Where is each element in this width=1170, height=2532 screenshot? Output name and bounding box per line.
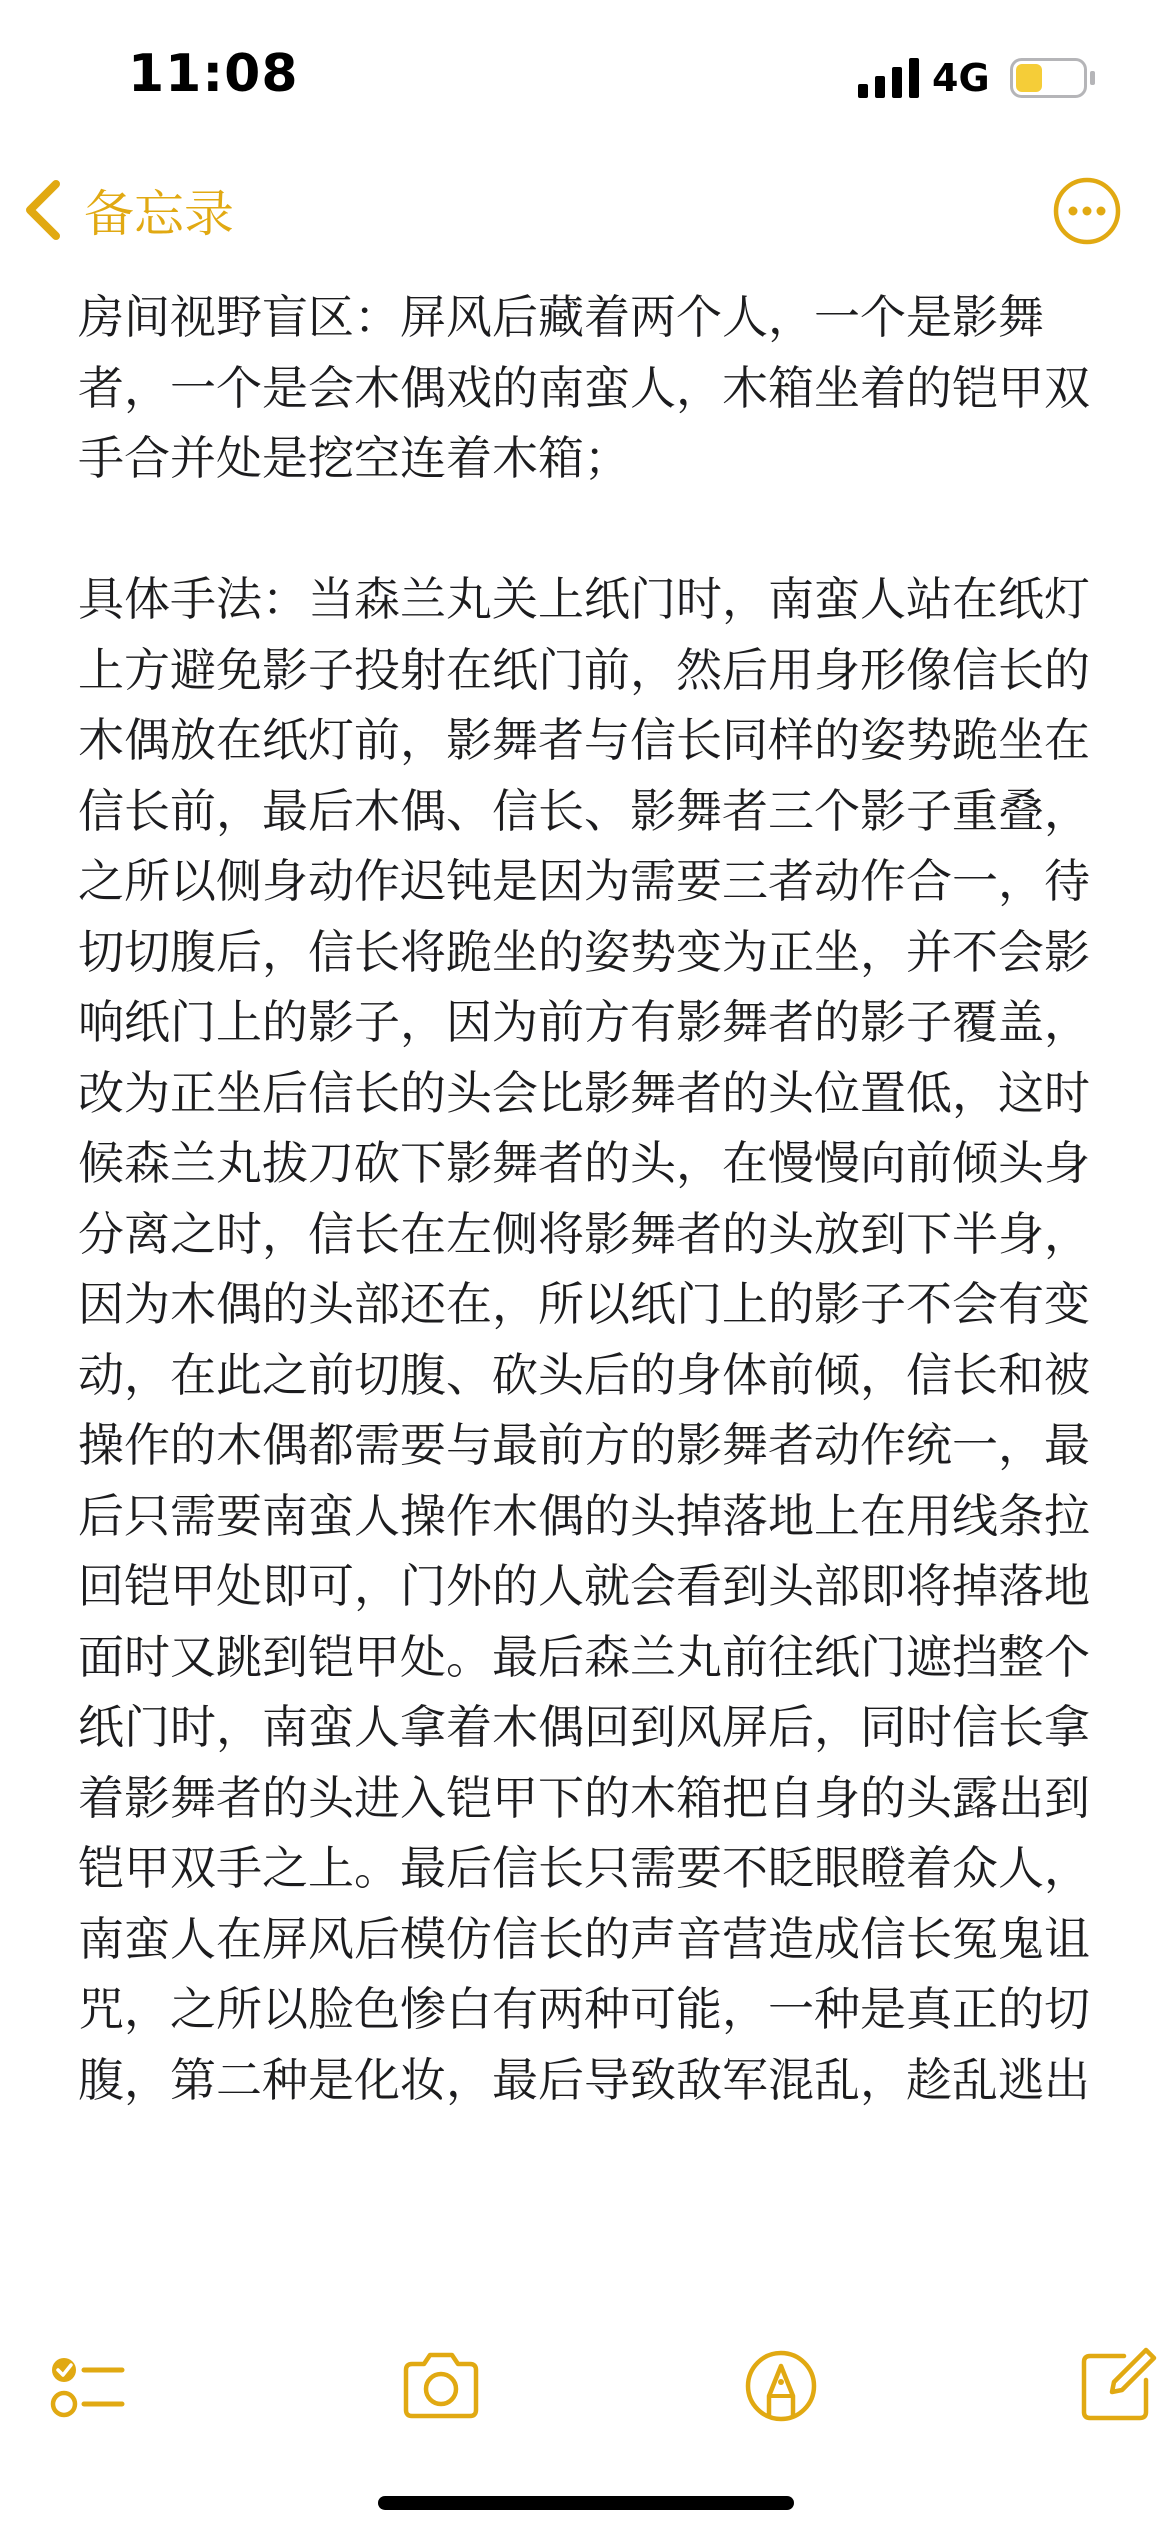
- camera-button[interactable]: [396, 2340, 486, 2430]
- ellipsis-circle-icon[interactable]: [1052, 176, 1122, 246]
- back-button-label: 备忘录: [84, 185, 234, 243]
- status-bar: [0, 0, 1170, 150]
- note-paragraph-1: 房间视野盲区：屏风后藏着两个人，一个是影舞者，一个是会木偶戏的南蛮人，木箱坐着的铠甲双手合并处是挖空连着木箱；: [78, 290, 1090, 485]
- back-button[interactable]: [20, 160, 234, 260]
- battery-level-fill: [1016, 64, 1042, 92]
- status-time: 11:08: [128, 44, 299, 104]
- camera-icon: [396, 2340, 486, 2430]
- markup-button[interactable]: [736, 2340, 826, 2430]
- cellular-signal-icon: [858, 58, 920, 98]
- bottom-toolbar: [0, 2320, 1170, 2440]
- compose-button[interactable]: [1072, 2340, 1162, 2430]
- battery-icon: [1010, 58, 1096, 98]
- checklist-icon: [40, 2340, 130, 2430]
- note-paragraph-2: 具体手法：当森兰丸关上纸门时，南蛮人站在纸灯上方避免影子投射在纸门前，然后用身形像信长的木偶放在纸灯前，影舞者与信长同样的姿势跪坐在信长前，最后木偶、信长、影舞者三个影子重叠，之所以侧身动作迟钝是因为需要三者动作合一，待切切腹后，信长将跪坐的姿势变为正坐，并不会影响纸门上的影子，因为前方有影舞者的影子覆盖，改为正坐后信长的头会比影舞者的头位置低，这时候森兰丸拔刀砍下影舞者的头，在慢慢向前倾头身分离之时，信长在左侧将影舞者的头放到下半身，因为木偶的头部还在，所以纸门上的影子不会有变动，在此之前切腹、砍头后的身体前倾，信长和被操作的木偶都需要与最前方的影舞者动作统一，最后只需要南蛮人操作木偶的头掉落地上在用线条拉回铠甲处即可，门外的人就会看到头部即将掉落地面时又跳到铠甲处。最后森兰丸前往纸门遮挡整个纸门时，南蛮人拿着木偶回到风屏后，同时信长拿着影舞者的头进入铠甲下的木箱把自身的头露出到铠甲双手之上。最后信长只需要不眨眼瞪着众人，南蛮人在屏风后模仿信长的声音营造成信长冤鬼诅咒，之所以脸色惨白有两种可能，一种是真正的切腹，第二种是化妆，最后导致敌军混乱，趁乱逃出: [78, 572, 1090, 2107]
- home-indicator[interactable]: [378, 2496, 794, 2510]
- chevron-left-icon: [20, 178, 68, 242]
- paragraph-spacer: [78, 494, 1098, 565]
- compose-icon: [1072, 2340, 1162, 2430]
- network-type: 4G: [932, 56, 990, 100]
- markup-pen-icon: [736, 2340, 826, 2430]
- checklist-button[interactable]: [40, 2340, 130, 2430]
- note-text-area[interactable]: [78, 282, 1098, 2115]
- navigation-bar: [0, 160, 1170, 280]
